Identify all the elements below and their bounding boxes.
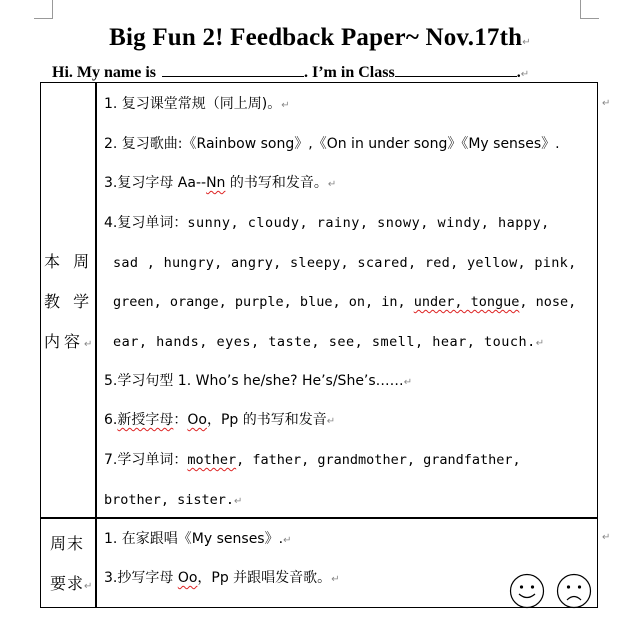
- section-label-this-week: 本 周 教 学 内容↵: [44, 252, 97, 351]
- content-item-2: 2. 复习歌曲:《Rainbow song》,《On in under song》《My senses》.: [104, 136, 560, 152]
- page-corner-mark-left: [34, 0, 53, 19]
- table-row-divider: [40, 517, 598, 519]
- paragraph-mark: ↵: [535, 338, 545, 349]
- content-item-4-line-4: ear, hands, eyes, taste, see, smell, hear, touch.↵: [113, 334, 545, 350]
- sad-face-icon[interactable]: [556, 573, 592, 609]
- paragraph-mark: ↵: [234, 496, 243, 507]
- content-item-1: 1. 复习课堂常规（同上周)。↵: [104, 96, 290, 112]
- paragraph-mark: ↵: [84, 339, 97, 350]
- section-label-weekend: 周末 要求↵: [50, 534, 94, 593]
- row-end-mark: ↵: [602, 532, 611, 543]
- name-blank[interactable]: [162, 62, 304, 77]
- content-item-4-line-2: sad , hungry, angry, sleepy, scared, red, yellow, pink,: [113, 255, 577, 271]
- weekend-item-1: 1. 在家跟唱《My senses》.↵: [104, 531, 292, 547]
- paragraph-mark: ↵: [331, 574, 340, 585]
- name-class-line: Hi. My name is . I’m in Class .↵: [52, 64, 530, 81]
- paragraph-mark: ↵: [281, 100, 290, 111]
- page-title: Big Fun 2! Feedback Paper~ Nov.17th↵: [109, 24, 531, 51]
- row-end-mark: ↵: [602, 98, 611, 109]
- content-item-4: 4.复习单词：sunny, cloudy, rainy, snowy, windy, happy,: [104, 215, 550, 231]
- content-item-6: 6.新授字母：Oo，Pp 的书写和发音↵: [104, 412, 336, 428]
- paragraph-mark: ↵: [403, 377, 413, 388]
- paragraph-mark: ↵: [522, 37, 531, 48]
- paragraph-mark: ↵: [520, 69, 530, 80]
- class-blank[interactable]: [395, 62, 517, 77]
- paragraph-mark: ↵: [84, 581, 94, 592]
- content-item-5: 5.学习句型 1. Who’s he/she? He’s/She’s……↵: [104, 373, 413, 389]
- content-item-7-line-2: brother, sister.↵: [104, 492, 243, 508]
- content-item-4-line-3: green, orange, purple, blue, on, in, under, tongue, nose,: [113, 294, 577, 310]
- paragraph-mark: ↵: [327, 179, 337, 190]
- smiley-face-icon[interactable]: [509, 573, 545, 609]
- weekend-item-3: 3.抄写字母 Oo，Pp 并跟唱发音歌。↵: [104, 570, 340, 586]
- paragraph-mark: ↵: [283, 535, 292, 546]
- paragraph-mark: ↵: [326, 416, 336, 427]
- page-corner-mark-right: [580, 0, 599, 19]
- content-item-7: 7.学习单词：mother, father, grandmother, grandfather,: [104, 452, 521, 468]
- content-item-3: 3.复习字母 Aa--Nn 的书写和发音。↵: [104, 175, 337, 191]
